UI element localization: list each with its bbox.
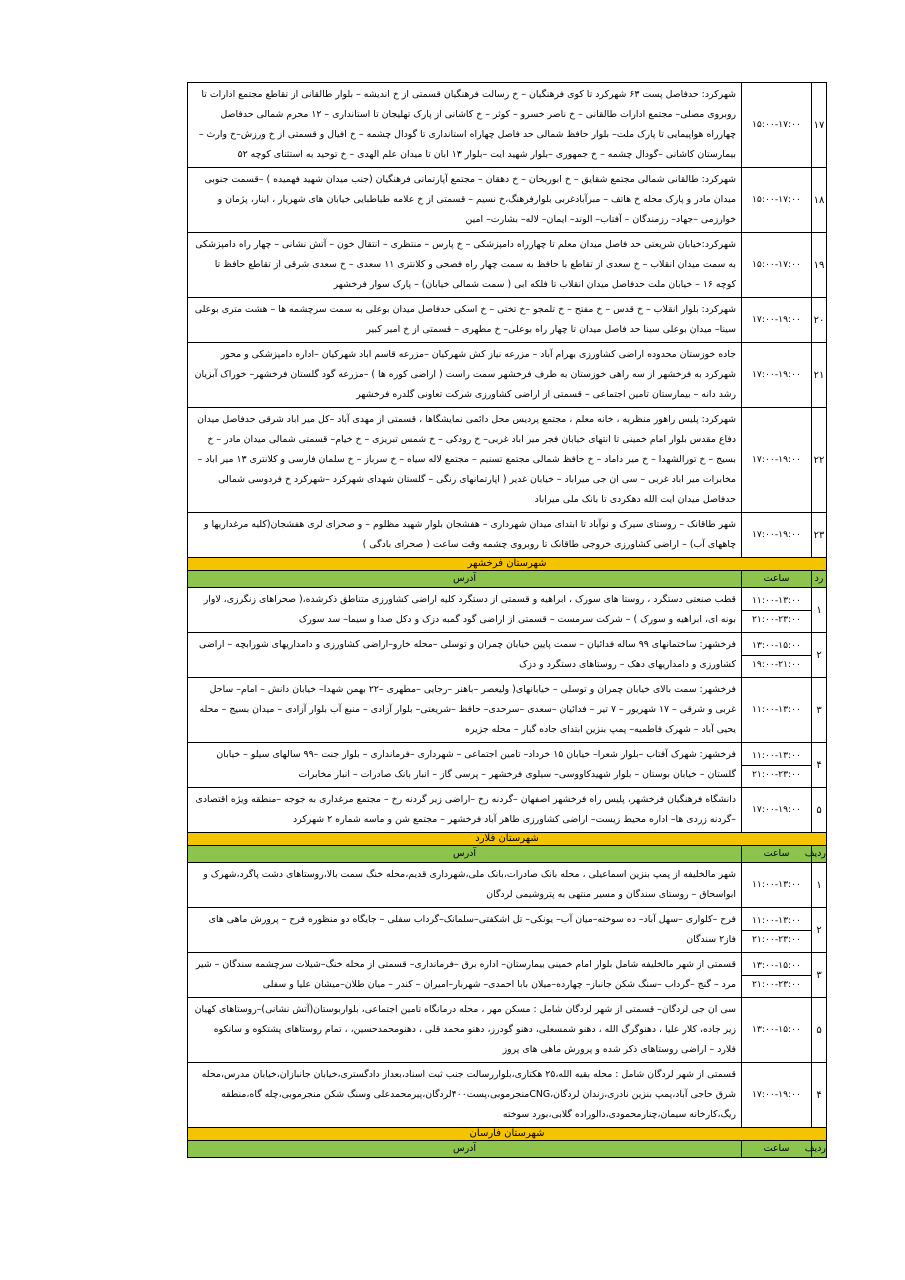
address-cell: قسمتی از شهر لردگان شامل : محله بقیه الله،۲۵ هکتاری،بلواررسالت جنب ثبت اسناد،بعداز دادگستری،خیابان جانبازان،خیابان مدرس،محله شرق حاجی آباد،پمپ بنزین نادری،زندان لردگان،CNGمنجرموبی،پست۴۰۰لردگان،پیرمحمدعلی وسنگ شکن منجرموبی،چله گاه،منطقه ریگ،کارخانه سیمان،چنارمحمودی،دالوراده گلابی،بورد سوخته (188, 1063, 742, 1128)
address-cell: فرح –کلواری –سهل آباد– ده سوخته–میان آب– یونکی– تل اشکفتی–سلمانک–گرداب سفلی – جایگاه دو منظوره فرح – پرورش ماهی های فاز۲ سندگان (188, 908, 742, 953)
time-range: ۱۳:۰۰-۱۵:۰۰ (752, 1024, 801, 1035)
time-range: ۱۱:۰۰-۱۳:۰۰ (752, 594, 801, 606)
time-cell (742, 678, 812, 743)
row-number-cell: ۱۸ (812, 168, 827, 233)
address-cell: دانشگاه فرهنگیان فرخشهر، پلیس راه فرخشهر اصفهان –گردنه رخ –اراضی زیر گردنه رخ – مجتمع مرغداری به جوجه –منطقه ویژه اقتصادی –گردنه زردی ها– اداره محیط زیست– اراضی کشاورزی طاهر آباد فرخشهر – مجتمع شن و ماسه شماره ۲ شهرکرد (188, 788, 742, 833)
time-range: ۱۷:۰۰-۱۹:۰۰ (752, 369, 801, 380)
address-cell: فرخشهر: سمت بالای خیابان چمران و توسلی – خیابانهای( ولیعصر –باهنر –رجایی –مطهری –۲۲ بهمن شهدا– خیابان دانش – امام– ساحل غربی و شرقی – ۱۷ شهریور – ۷ تیر – فدائیان –سعدی –سرحدی– حافظ –شریعتی– بلوار آزادی – منبع آب بلوار آزادی – میدان بسیج – محله یحیی آباد – شهرک فاطمیه– پمپ بنزین ابتدای جاده گبار – محله جزیره (188, 678, 742, 743)
row-number-cell: ۵ (812, 788, 827, 833)
time-range: ۱۵:۰۰-۱۷:۰۰ (752, 194, 801, 205)
row-number-cell: ۳ (812, 678, 827, 743)
row-number-cell: ۵ (812, 998, 827, 1063)
row-number-cell: ۴ (812, 743, 827, 788)
time-cell (742, 343, 812, 408)
time-range: ۱۷:۰۰-۱۹:۰۰ (752, 1089, 801, 1100)
section-title-farrokhshahr: شهرستان فرخشهر (188, 558, 827, 571)
outage-table (187, 82, 827, 1158)
table-row (188, 588, 827, 633)
column-header-row-number: ردیف (812, 1141, 827, 1158)
time-cell (742, 908, 812, 953)
row-number-cell: ۳ (812, 953, 827, 998)
column-header-row-number: رد (812, 571, 827, 588)
row-number-cell: ۴ (812, 1063, 827, 1128)
address-cell: شهرکرد:خیابان شریعتی حد فاصل میدان معلم تا چهارراه دامپزشکی – خ پارس – منتظری – انتقال خون – آتش نشانی – چهار راه دامپزشکی به سمت میدان انقلاب – خ سعدی از تقاطع با حافظ به سمت چهار راه فصحی و کلانتری ۱۱ سعدی – خ سعدی شرقی از تقاطع حافظ تا کوچه ۱۶ – خیابان ملت حدفاصل میدان انقلاب تا فلکه ابی ( سمت شمالی خیابان) – پارک سوار فرخشهر (188, 233, 742, 298)
time-range: ۱۱:۰۰-۱۳:۰۰ (752, 914, 801, 926)
time-cell (742, 408, 812, 513)
row-number-cell: ۱۷ (812, 83, 827, 168)
address-cell: فرخشهر: شهرک آفتاب –بلوار شعرا– خیابان ۱۵ خرداد– تامین اجتماعی – شهرداری –فرمانداری – بلوار جنت –۹۹ سالهای سیلو – خیابان گلستان – خیابان بوستان – بلوار شهیدکاووسی– سیلوی فرخشهر – پرسی گاز – انبار بانک صادرات – انبار مخابرات (188, 743, 742, 788)
address-cell: شهرکرد: پلیس راهور منظریه ، خانه معلم ، مجتمع پردیس محل دائمی نمایشگاها ، قسمتی از مهدی آباد –کل میر اباد شرقی حدفاصل میدان دفاع مقدس بلوار امام خمینی تا انتهای خیابان فجر میر اباد غربی– خ رودکی – خ شمس تبریزی – خ خیام– قسمتی شمالی میدان مادر – خ بسیج – خ تورالشهدا – خ میر داماد – خ حافظ شمالی مجتمع تسنیم – مجتمع لاله سیاه – خ سرباز – خ سلمان فارسی و کلانتری ۱۳ میر اباد – مخابرات میر اباد غربی – سی ان جی میراباد – خیابان غدیر ( اپارتمانهای رنگی – گلستان شهدای شهرکرد –شهرکرد خ فردوسی شمالی حدفاصل میدان ایت الله دهکردی تا بانک ملی میراباد (188, 408, 742, 513)
table-row (188, 743, 827, 788)
time-range: ۱۷:۰۰-۱۹:۰۰ (752, 454, 801, 465)
row-number-cell: ۲ (812, 908, 827, 953)
row-number-cell: ۲۰ (812, 298, 827, 343)
row-number-cell: ۱ (812, 588, 827, 633)
column-header-row-number: ردیف (812, 846, 827, 863)
shahrekord-rows (188, 83, 827, 558)
time-cell (742, 233, 812, 298)
row-number-cell: ۲۳ (812, 513, 827, 558)
time-cell (742, 588, 812, 633)
table-row (188, 233, 827, 298)
table-row (188, 513, 827, 558)
table-row (188, 83, 827, 168)
table-row (188, 1063, 827, 1128)
row-number-cell: ۱۹ (812, 233, 827, 298)
time-cell (742, 633, 812, 678)
column-header-time: ساعت (742, 1141, 812, 1158)
row-number-cell: ۲۱ (812, 343, 827, 408)
farrokhshahr-rows (188, 588, 827, 833)
time-cell (742, 953, 812, 998)
address-cell: جاده خوزستان محدوده اراضی کشاورزی بهرام آباد – مزرعه نیاز کش شهرکیان –مزرعه قاسم اباد شهرکیان –اداره دامپزشکی و محور شهرکرد به فرخشهر از سه راهی خوزستان به طرف فرخشهر سمت راست ( اراضی کوره ها ) –مزرعه گود گلستان فرخشهر– خوراک آبزیان رشد دانه – بیمارستان تامین اجتماعی – قسمتی از اراضی کشاورزی شرکت تعاونی گلدره فرخشهر (188, 343, 742, 408)
section-title-farsan: شهرستان فارسان (188, 1128, 827, 1141)
time-range: ۱۷:۰۰-۱۹:۰۰ (752, 804, 801, 815)
address-cell: شهر مالخلیفه از پمپ بنزین اسماعیلی ، محله بانک صادرات،بانک ملی،شهرداری قدیم،محله خنگ سمت بالا،روستاهای دشت پاگرد،شهرک و ابواسحاق – روستای سندگان و مسیر منتهی به پتروشیمی لردگان (188, 863, 742, 908)
falard-section (188, 833, 827, 863)
table-row (188, 343, 827, 408)
address-cell: فرخشهر: ساختمانهای ۹۹ ساله فدائیان – سمت پایین خیابان چمران و توسلی –محله خارو–اراضی کشاورزی و دامداریهای شورابچه – اراضی کشاورزی و دامداریهای دهک – روستاهای دستگرد و دزک (188, 633, 742, 678)
column-header-time: ساعت (742, 846, 812, 863)
time-cell (742, 788, 812, 833)
time-range: ۲۱:۰۰-۲۳:۰۰ (742, 765, 811, 784)
time-range: ۲۱:۰۰-۲۳:۰۰ (742, 610, 811, 629)
time-range: ۲۱:۰۰-۲۳:۰۰ (742, 930, 811, 949)
time-range: ۱۷:۰۰-۱۹:۰۰ (752, 314, 801, 325)
address-cell: سی ان جی لردگان– قسمتی از شهر لردگان شامل : مسکن مهر ، محله درمانگاه تامین اجتماعی، بلواربوستان(آتش نشانی)–روستاهای کهیان زیر جاده، کلار علیا ، دهنوگرگ الله ، دهنو شمسعلی، دهنو گودرز، دهنو محمد قلی ، دهنومحمدحسین، ، تمام روستاهای پشتکوه و سانکوه فلارد – اراضی روستاهای ذکر شده و پرورش ماهی های پروز (188, 998, 742, 1063)
time-cell (742, 863, 812, 908)
farsan-section (188, 1128, 827, 1158)
time-cell (742, 298, 812, 343)
column-header-address: آدرس (188, 571, 742, 588)
time-range: ۱۷:۰۰-۱۹:۰۰ (752, 529, 801, 540)
time-cell (742, 1063, 812, 1128)
time-range: ۱۵:۰۰-۱۷:۰۰ (752, 119, 801, 130)
address-cell: قسمتی از شهر مالخلیفه شامل بلوار امام خمینی بیمارستان– اداره برق –فرمانداری– قسمتی از محله خنگ–شیلات سرچشمه سندگان – شیر مرد – گنج –گرداب –سنگ شکن جانباز– چهارده–میلان بابا احمدی– شهربار–امیران – کندر – میان طلان–میشان علیا و سفلی (188, 953, 742, 998)
row-number-cell: ۲۲ (812, 408, 827, 513)
section-title-falard: شهرستان فلارد (188, 833, 827, 846)
table-row (188, 298, 827, 343)
table-row (188, 408, 827, 513)
address-cell: شهرکرد: بلوار انقلاب – خ قدس – خ مفتح – خ تلمجو –خ تختی – خ اسکی حدفاصل میدان بوعلی به سمت سرچشمه ها – هشت متری بوعلی سینا– میدان بوعلی سینا حد فاصل میدان تا چهار راه بوعلی– خ مطهری – قسمتی از خ امیر کبیر (188, 298, 742, 343)
outage-schedule-sheet (187, 82, 826, 1158)
address-cell: شهرکرد: حدفاصل پست ۶۳ شهرکرد تا کوی فرهنگیان – خ رسالت فرهنگیان قسمتی از خ اندیشه – بلوار طالقانی از تقاطع مجتمع ادارات تا روبروی مصلی– مجتمع ادارات طالقانی – خ ناصر خسرو – کوثر – خ کاشانی از پارک تهلیجان تا استانداری – ۱۲ محرم شمالی حدفاصل چهارراه هواپیمایی تا پارک ملت– بلوار حافظ شمالی حد فاصل چهاراه استانداری تا گودال چشمه – خ افیال و قسمتی از خ ورزش–خ وارث – بیمارستان کاشانی –گودال چشمه – خ جمهوری –بلوار شهید ایت –بلوار ۱۳ ابان تا میدان علم الهدی – خ توحید به استثنای کوچه ۵۲ (188, 83, 742, 168)
time-range: ۱۱:۰۰-۱۳:۰۰ (752, 879, 801, 890)
time-cell (742, 998, 812, 1063)
time-cell (742, 743, 812, 788)
time-range: ۲۱:۰۰-۲۳:۰۰ (742, 975, 811, 994)
column-header-address: آدرس (188, 1141, 742, 1158)
column-header-time: ساعت (742, 571, 812, 588)
time-cell (742, 513, 812, 558)
falard-rows (188, 863, 827, 1128)
row-number-cell: ۱ (812, 863, 827, 908)
time-range: ۱۹:۰۰-۲۱:۰۰ (742, 655, 811, 674)
address-cell: شهر طاقانک – روستای سیرک و نوآباد تا ابتدای میدان شهرداری – هفشجان بلوار شهید مظلوم – و صحرای لری هفشجان(کلیه مرغداریها و چاههای آب) – اراضی کشاورزی خروجی طاقانک تا روبروی چشمه وقت ساعت ( صحرای بادگی ) (188, 513, 742, 558)
time-range: ۱۱:۰۰-۱۳:۰۰ (752, 749, 801, 761)
table-row (188, 168, 827, 233)
table-row (188, 908, 827, 953)
time-range: ۱۱:۰۰-۱۳:۰۰ (752, 704, 801, 715)
address-cell: قطب صنعتی دستگرد ، روستا های سورک ، ابراهیه و قسمتی از دستگرد کلیه اراضی کشاورزی متناطق ذکرشده،( صحراهای زنگرزی، لاوار بونه ای، ابراهیه و سورک ) – شرکت سرمست – قسمتی از اراضی گود گمبه دزک و دکل صدا و سیما– سد سورک (188, 588, 742, 633)
column-header-address: آدرس (188, 846, 742, 863)
time-range: ۱۳:۰۰-۱۵:۰۰ (752, 639, 801, 651)
table-row (188, 953, 827, 998)
time-cell (742, 168, 812, 233)
table-row (188, 998, 827, 1063)
time-range: ۱۳:۰۰-۱۵:۰۰ (752, 959, 801, 971)
address-cell: شهرکرد: طالقانی شمالی مجتمع شقایق – خ ابوریحان – خ دهقان – مجتمع آپارتمانی فرهنگیان (جنب میدان شهید فهمیده ) –قسمت جنوبی میدان مادر و پارک محله خ هاتف – مبرآبادغربی بلوارفرهنگ،خ نسیم – قسمتی از خ علامه طباطبایی خیابان های شهریار ، اینار، پژمان و خوارزمی –جهاد– رزمندگان – آفتاب– الوند– ایمان– لاله– بشارت– امین (188, 168, 742, 233)
table-row (188, 633, 827, 678)
table-row (188, 863, 827, 908)
time-cell (742, 83, 812, 168)
table-row (188, 788, 827, 833)
table-row (188, 678, 827, 743)
time-range: ۱۵:۰۰-۱۷:۰۰ (752, 259, 801, 270)
row-number-cell: ۲ (812, 633, 827, 678)
farrokhshahr-section (188, 558, 827, 588)
